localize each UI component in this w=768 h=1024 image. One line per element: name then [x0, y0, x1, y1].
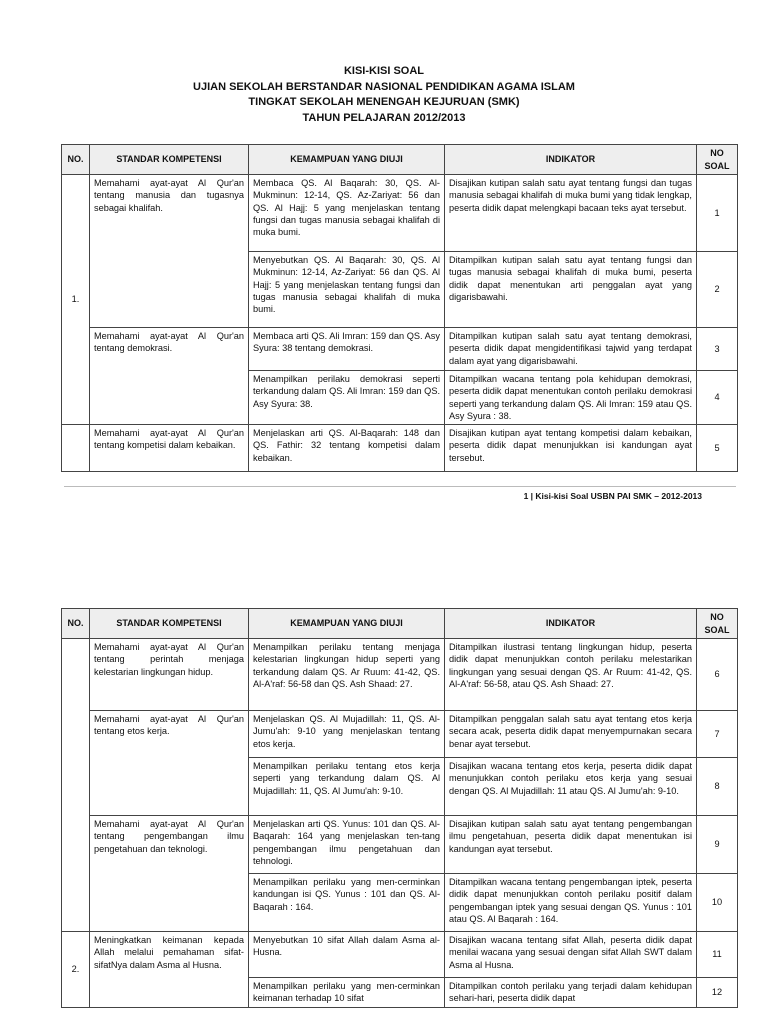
title-line-2: UJIAN SEKOLAH BERSTANDAR NASIONAL PENDIDIKAN AGAMA ISLAM [193, 80, 575, 93]
kemampuan-cell: Menampilkan perilaku tentang etos kerja seperti yang terkandung dalam QS. Al Mujadillah: 11, QS. Al Jumu'ah: 9-10. [249, 758, 445, 816]
indikator-cell: Ditampilkan kutipan salah satu ayat tentang fungsi dan tugas manusia sebagai khalifah di muka bumi, peserta didik dapat menentukan arti penggalan ayat yang digarisbawahi. [445, 252, 697, 328]
indikator-cell: Disajikan kutipan salah satu ayat tentang fungsi dan tugas manusia sebagai khalifah di muka bumi yang tidak lengkap, peserta didik dapat melengkapi bacaan teks ayat tersebut. [445, 175, 697, 252]
standar-kompetensi-cell: Memahami ayat-ayat Al Qur'an tentang perintah menjaga kelestarian lingkungan hidup. [90, 639, 249, 711]
kemampuan-cell: Membaca QS. Al Baqarah: 30, QS. Al-Mukminun: 12-14, QS. Az-Zariyat: 56 dan QS. Al Hajj: 5 yang menjelaskan tentang fungsi dan tugas manusia sebagai khalifah di muka bumi. [249, 175, 445, 252]
header-indikator: INDIKATOR [445, 609, 697, 639]
header-no-soal: NO SOAL [697, 145, 738, 175]
standar-kompetensi-cell: Memahami ayat-ayat Al Qur'an tentang pengembangan ilmu pengetahuan dan teknologi. [90, 816, 249, 932]
no-soal-cell: 8 [697, 758, 738, 816]
row-number: 2. [62, 932, 90, 1008]
header-no: NO. [62, 145, 90, 175]
no-soal-cell: 7 [697, 711, 738, 758]
table-row [62, 816, 738, 874]
row-number: 1. [62, 175, 90, 425]
table-header-row [62, 609, 738, 639]
header-standar-kompetensi: STANDAR KOMPETENSI [90, 609, 249, 639]
no-soal-cell: 3 [697, 328, 738, 371]
kemampuan-cell: Menyebutkan QS. Al Baqarah: 30, QS. Al Mukminun: 12-14, Az-Zariyat: 56 dan QS. Al Hajj: 5 yang menjelaskan tentang fungsi dan tugas manusia sebagai khalifah di muka bumi. [249, 252, 445, 328]
page-break [0, 540, 768, 580]
indikator-cell: Disajikan kutipan ayat tentang kompetisi dalam kebaikan, peserta didik dapat menunjukkan isi kandungan ayat tersebut. [445, 425, 697, 472]
kemampuan-cell: Menampilkan perilaku yang men-cerminkan keimanan terhadap 10 sifat [249, 978, 445, 1008]
kemampuan-cell: Menjelaskan arti QS. Yunus: 101 dan QS. Al-Baqarah: 164 yang menjelaskan ten-tang pengembangan ilmu pengetahuan dan tehnologi. [249, 816, 445, 874]
table-row [62, 639, 738, 711]
no-soal-cell: 9 [697, 816, 738, 874]
kemampuan-cell: Menyebutkan 10 sifat Allah dalam Asma al-Husna. [249, 932, 445, 978]
no-soal-cell: 2 [697, 252, 738, 328]
standar-kompetensi-cell: Memahami ayat-ayat Al Qur'an tentang kompetisi dalam kebaikan. [90, 425, 249, 472]
no-soal-cell: 5 [697, 425, 738, 472]
kisi-kisi-table-page-2 [61, 608, 738, 1008]
header-no-soal: NO SOAL [697, 609, 738, 639]
indikator-cell: Ditampilkan contoh perilaku yang terjadi dalam kehidupan sehari-hari, peserta didik dapat [445, 978, 697, 1008]
indikator-cell: Ditampilkan wacana tentang pengembangan iptek, peserta didik dapat menunjukkan contoh perilaku positif dalam pengembangan iptek yang sesuai dengan QS. Yunus : 101 atau QS. Al Baqarah : 164. [445, 874, 697, 932]
kemampuan-cell: Menampilkan perilaku tentang menjaga kelestarian lingkungan hidup seperti yang terkandung dalam QS. Ar Ruum: 41-42, QS. Al-A'raf: 56-58 dan QS. Ash Shaad: 27. [249, 639, 445, 711]
kemampuan-cell: Menampilkan perilaku yang men-cerminkan kandungan isi QS. Yunus : 101 dan QS. Al-Baqarah : 164. [249, 874, 445, 932]
title-line-3: TINGKAT SEKOLAH MENENGAH KEJURUAN (SMK) [248, 96, 520, 108]
kemampuan-cell: Menjelaskan arti QS. Al-Baqarah: 148 dan QS. Fathir: 32 tentang kompetisi dalam kebaikan. [249, 425, 445, 472]
header-indikator: INDIKATOR [445, 145, 697, 175]
indikator-cell: Ditampilkan ilustrasi tentang lingkungan hidup, peserta didik dapat menunjukkan contoh perilaku melestarikan lingkungan yang sesuai dengan QS. Ar Ruum: 41-42, QS. Al-A'raf: 56-58, atau QS. Ash Shaad: 27. [445, 639, 697, 711]
no-soal-cell: 1 [697, 175, 738, 252]
header-standar-kompetensi: STANDAR KOMPETENSI [90, 145, 249, 175]
no-soal-cell: 12 [697, 978, 738, 1008]
table-row [62, 175, 738, 252]
footer-divider [64, 486, 736, 487]
table-header-row [62, 145, 738, 175]
standar-kompetensi-cell: Memahami ayat-ayat Al Qur'an tentang manusia dan tugasnya sebagai khalifah. [90, 175, 249, 328]
header-kemampuan-diuji: KEMAMPUAN YANG DIUJI [249, 609, 445, 639]
no-soal-cell: 10 [697, 874, 738, 932]
indikator-cell: Ditampilkan kutipan salah satu ayat tentang demokrasi, peserta didik dapat mengidentifikasi tajwid yang terdapat dalam ayat yang digarisbawahi. [445, 328, 697, 371]
document-title [0, 64, 768, 126]
no-soal-cell: 6 [697, 639, 738, 711]
title-line-4: TAHUN PELAJARAN 2012/2013 [302, 111, 466, 124]
kisi-kisi-table-page-1 [61, 144, 738, 472]
table-row [62, 425, 738, 472]
indikator-cell: Ditampilkan penggalan salah satu ayat tentang etos kerja secara acak, peserta didik dapat menyempurnakan secara benar ayat tersebut. [445, 711, 697, 758]
indikator-cell: Disajikan wacana tentang sifat Allah, peserta didik dapat menilai wacana yang sesuai dengan sifat Allah SWT dalam Asma al Husna. [445, 932, 697, 978]
kemampuan-cell: Menjelaskan QS. Al Mujadillah: 11, QS. Al-Jumu'ah: 9-10 yang menjelaskan tentang etos kerja. [249, 711, 445, 758]
indikator-cell: Disajikan kutipan salah satu ayat tentang pengembangan ilmu pengetahuan, peserta didik dapat menentukan isi kandungan ayat tersebut. [445, 816, 697, 874]
row-number-empty [62, 425, 90, 472]
header-no: NO. [62, 609, 90, 639]
row-number-empty [62, 639, 90, 932]
table-row [62, 711, 738, 758]
header-kemampuan-diuji: KEMAMPUAN YANG DIUJI [249, 145, 445, 175]
indikator-cell: Disajikan wacana tentang etos kerja, peserta didik dapat menunjukkan contoh perilaku etos kerja yang sesuai dengan QS. Al Mujadillah: 11 atau QS. Al Jumu'ah: 9-10. [445, 758, 697, 816]
standar-kompetensi-cell: Meningkatkan keimanan kepada Allah melalui pemahaman sifat-sifatNya dalam Asma al Husna. [90, 932, 249, 1008]
standar-kompetensi-cell: Memahami ayat-ayat Al Qur'an tentang etos kerja. [90, 711, 249, 816]
table-row [62, 328, 738, 371]
indikator-cell: Ditampilkan wacana tentang pola kehidupan demokrasi, peserta didik dapat menentukan contoh perilaku demokrasi seperti yang terkandung dalam QS. Ali Imran: 159 atau QS. Asy Syura : 38. [445, 371, 697, 425]
page-footer: 1 | Kisi-kisi Soal USBN PAI SMK – 2012-2013 [523, 491, 702, 501]
standar-kompetensi-cell: Memahami ayat-ayat Al Qur'an tentang demokrasi. [90, 328, 249, 425]
title-line-1: KISI-KISI SOAL [343, 65, 425, 77]
no-soal-cell: 4 [697, 371, 738, 425]
kemampuan-cell: Membaca arti QS. Ali Imran: 159 dan QS. Asy Syura: 38 tentang demokrasi. [249, 328, 445, 371]
no-soal-cell: 11 [697, 932, 738, 978]
kemampuan-cell: Menampilkan perilaku demokrasi seperti terkandung dalam QS. Ali Imran: 159 dan QS. Asy Syura: 38. [249, 371, 445, 425]
table-row [62, 932, 738, 978]
